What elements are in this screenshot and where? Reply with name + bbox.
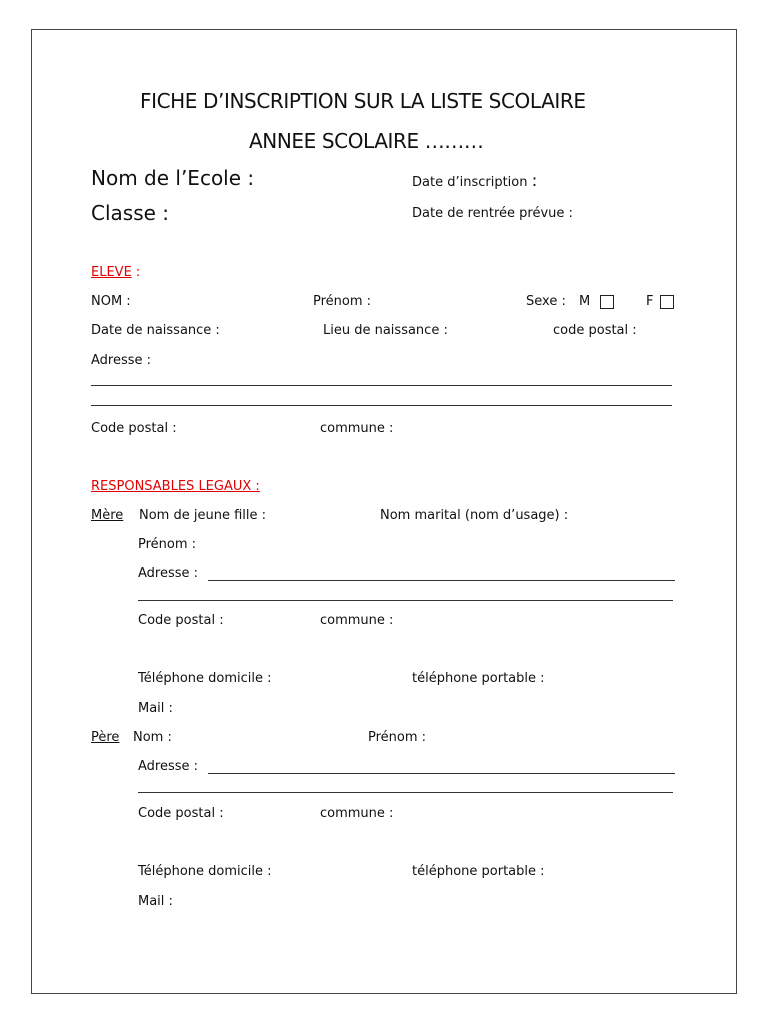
sex-label: Sexe : xyxy=(526,294,566,309)
student-heading-text: ELEVE xyxy=(91,265,132,280)
student-postal-label: Code postal : xyxy=(91,421,177,436)
registration-date-colon: : xyxy=(531,171,538,191)
class-label: Classe : xyxy=(91,201,170,225)
birth-date-label: Date de naissance : xyxy=(91,323,220,338)
student-first-name-label: Prénom : xyxy=(313,294,372,309)
father-home-phone-label: Téléphone domicile : xyxy=(138,864,272,879)
registration-date-label xyxy=(412,171,537,191)
school-name-label: Nom de l’Ecole : xyxy=(91,166,255,190)
mother-mobile-phone-label: téléphone portable : xyxy=(412,671,545,686)
father-address-line-2[interactable] xyxy=(138,792,673,793)
father-commune-label: commune : xyxy=(320,806,394,821)
father-address-line-1[interactable] xyxy=(208,773,675,774)
father-last-name-label: Nom : xyxy=(133,730,172,745)
mother-postal-label: Code postal : xyxy=(138,613,224,628)
birth-postal-label: code postal : xyxy=(553,323,637,338)
student-heading xyxy=(91,265,140,280)
student-commune-label: commune : xyxy=(320,421,394,436)
mother-maiden-name-label: Nom de jeune fille : xyxy=(139,508,266,523)
mother-commune-label: commune : xyxy=(320,613,394,628)
mother-address-line-2[interactable] xyxy=(138,600,673,601)
student-heading-colon: : xyxy=(131,265,141,280)
mother-married-name-label: Nom marital (nom d’usage) : xyxy=(380,508,569,523)
form-title: FICHE D’INSCRIPTION SUR LA LISTE SCOLAIRE xyxy=(140,89,586,113)
sex-m-label: M xyxy=(579,294,591,309)
father-mail-label: Mail : xyxy=(138,894,173,909)
father-label: Père xyxy=(91,730,120,745)
mother-first-name-label: Prénom : xyxy=(138,537,197,552)
mother-label: Mère xyxy=(91,508,124,523)
student-address-label: Adresse : xyxy=(91,353,152,368)
father-postal-label: Code postal : xyxy=(138,806,224,821)
mother-address-label: Adresse : xyxy=(138,566,199,581)
father-address-label: Adresse : xyxy=(138,759,199,774)
mother-mail-label: Mail : xyxy=(138,701,173,716)
student-address-line-2[interactable] xyxy=(91,405,672,406)
father-mobile-phone-label: téléphone portable : xyxy=(412,864,545,879)
birth-place-label: Lieu de naissance : xyxy=(323,323,448,338)
mother-home-phone-label: Téléphone domicile : xyxy=(138,671,272,686)
school-year-label: ANNEE SCOLAIRE ……… xyxy=(249,129,484,153)
guardians-heading xyxy=(91,479,260,494)
sex-f-checkbox[interactable] xyxy=(660,295,674,309)
sex-f-label: F xyxy=(646,294,654,309)
sex-m-checkbox[interactable] xyxy=(600,295,614,309)
father-first-name-label: Prénom : xyxy=(368,730,427,745)
guardians-heading-colon: : xyxy=(255,479,260,494)
student-last-name-label: NOM : xyxy=(91,294,131,309)
student-address-line-1[interactable] xyxy=(91,385,672,386)
guardians-heading-text: RESPONSABLES LEGAUX xyxy=(91,479,256,494)
mother-address-line-1[interactable] xyxy=(208,580,675,581)
start-date-label: Date de rentrée prévue : xyxy=(412,206,573,221)
registration-date-text: Date d’inscription xyxy=(412,175,528,190)
